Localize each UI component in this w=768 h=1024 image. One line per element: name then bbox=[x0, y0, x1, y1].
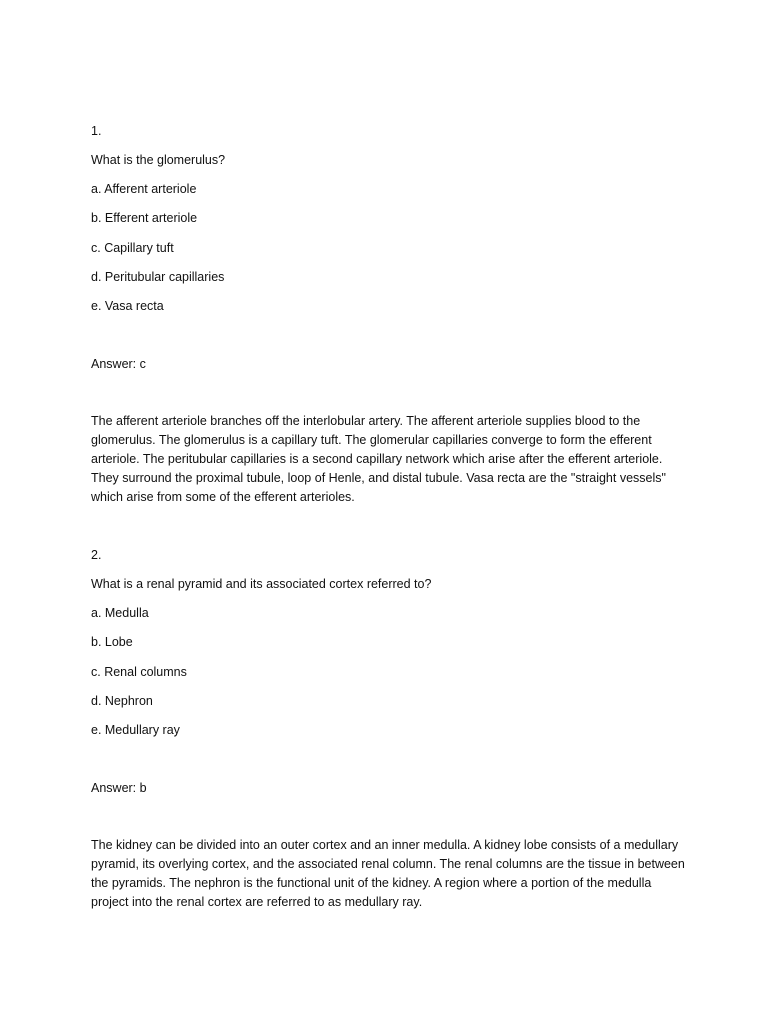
answer-option-d: d. Peritubular capillaries bbox=[91, 270, 225, 284]
explanation-paragraph: The afferent arteriole branches off the interlobular artery. The afferent arteriole supplies blood to the glomerulus. The glomerulus is a capillary tuft. The glomerular capillaries converge to form the efferent arteriole. The peritubular capillaries is a second capillary network which arise after the efferent arteriole. They surround the proximal tubule, loop of Henle, and distal tubule. Vasa recta are the "straight vessels" which arise from some of the efferent arterioles. bbox=[91, 414, 666, 504]
question-prompt: What is the glomerulus? bbox=[91, 153, 226, 167]
answer-option-b: b. Lobe bbox=[91, 635, 133, 649]
answer-option-d: d. Nephron bbox=[91, 694, 153, 708]
question-number: 1. bbox=[91, 124, 102, 138]
answer-option-c: c. Renal columns bbox=[91, 665, 187, 679]
answer-option-c: c. Capillary tuft bbox=[91, 241, 174, 255]
answer-option-b: b. Efferent arteriole bbox=[91, 211, 198, 225]
answer-option-e: e. Medullary ray bbox=[91, 723, 180, 737]
answer-option-e: e. Vasa recta bbox=[91, 299, 164, 313]
answer-key: Answer: c bbox=[91, 357, 146, 371]
explanation-paragraph: The kidney can be divided into an outer cortex and an inner medulla. A kidney lobe consists of a medullary pyramid, its overlying cortex, and the associated renal column. The renal columns are the tissue in between the pyramids. The nephron is the functional unit of the kidney. A region where a portion of the medulla project into the renal cortex are referred to as medullary ray. bbox=[91, 838, 685, 909]
answer-option-a: a. Medulla bbox=[91, 606, 149, 620]
question-prompt: What is a renal pyramid and its associated cortex referred to? bbox=[91, 577, 432, 591]
answer-option-a: a. Afferent arteriole bbox=[91, 182, 197, 196]
answer-key: Answer: b bbox=[91, 781, 147, 795]
question-number: 2. bbox=[91, 548, 102, 562]
